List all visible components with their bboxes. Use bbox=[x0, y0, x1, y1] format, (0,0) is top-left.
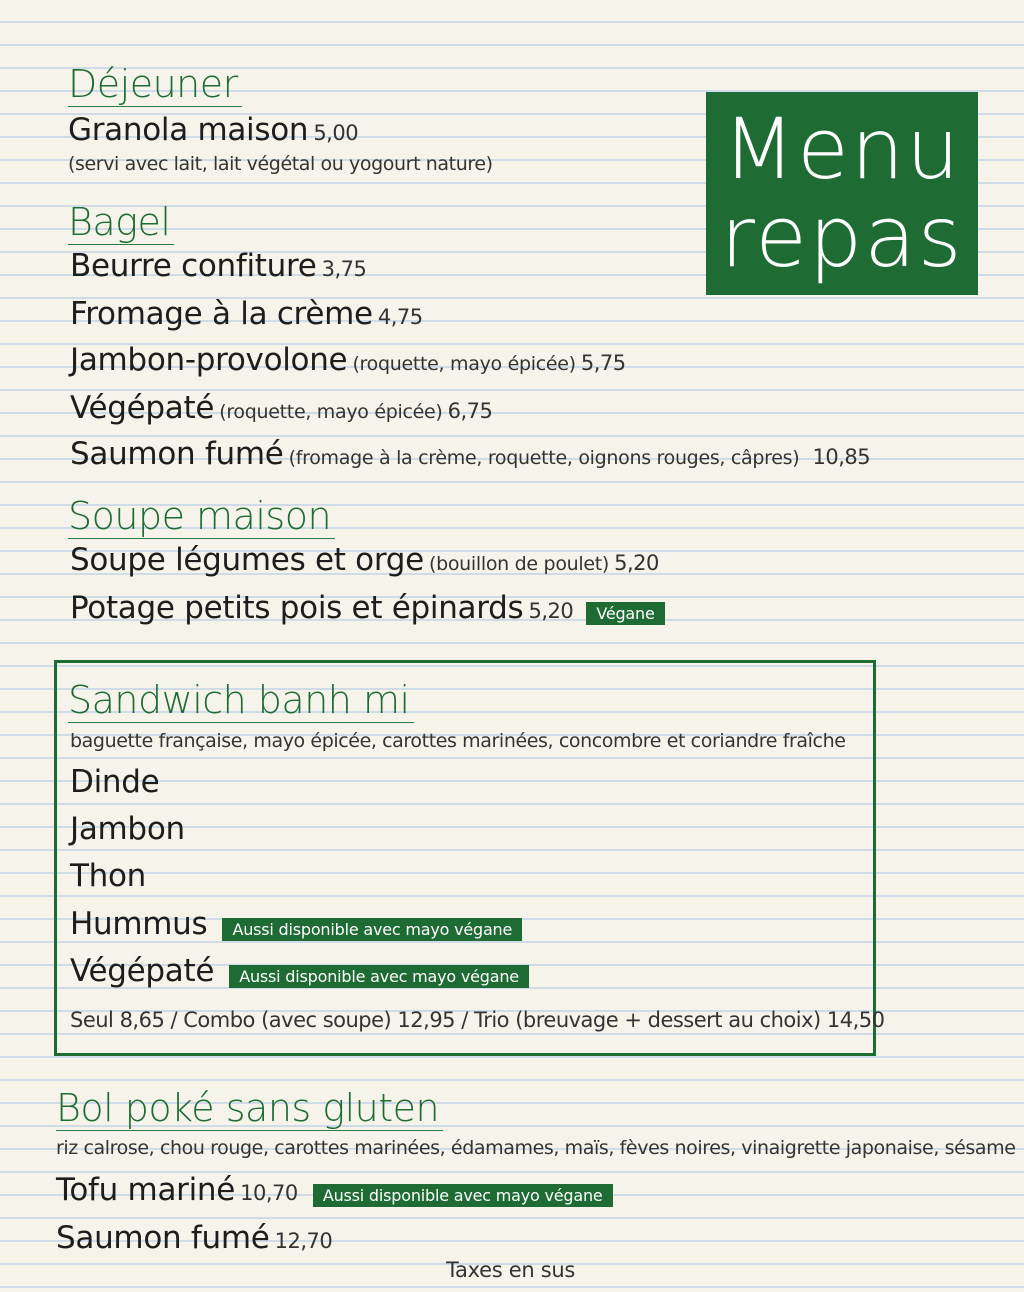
item-name: Tofu mariné bbox=[56, 1172, 236, 1208]
banh-mi-description: baguette française, mayo épicée, carottes marinées, concombre et coriandre fraîche bbox=[70, 730, 846, 752]
item-name: Hummus bbox=[70, 906, 208, 942]
section-title-banh-mi: Sandwich banh mi bbox=[68, 678, 414, 723]
item-price: 10,70 bbox=[240, 1181, 298, 1205]
item-name: Fromage à la crème bbox=[70, 296, 373, 332]
menu-title-line1: Menu bbox=[722, 100, 962, 198]
item-price: 5,20 bbox=[614, 551, 659, 575]
menu-title-line2: repas bbox=[720, 188, 964, 286]
menu-item-tofu-marine bbox=[56, 1172, 613, 1208]
item-detail: (roquette, mayo épicée) bbox=[219, 401, 443, 423]
item-name: Saumon fumé bbox=[70, 436, 284, 472]
menu-item-granola bbox=[68, 112, 358, 148]
menu-item-potage-petits-pois bbox=[70, 590, 665, 626]
vegan-mayo-badge: Aussi disponible avec mayo végane bbox=[222, 918, 522, 941]
section-title-poke: Bol poké sans gluten bbox=[56, 1086, 443, 1131]
menu-item-saumon-fume-poke bbox=[56, 1220, 332, 1256]
item-detail: (bouillon de poulet) bbox=[428, 553, 610, 575]
menu-item-dinde: Dinde bbox=[70, 764, 160, 800]
item-name: Saumon fumé bbox=[56, 1220, 270, 1256]
menu-item-soupe-legumes-orge bbox=[70, 542, 659, 578]
item-name: Végépaté bbox=[70, 390, 215, 426]
item-name: Végépaté bbox=[70, 953, 215, 989]
item-name: Soupe légumes et orge bbox=[70, 542, 424, 578]
menu-item-beurre-confiture bbox=[70, 248, 366, 284]
poke-description: riz calrose, chou rouge, carottes marinées, édamames, maïs, fèves noires, vinaigrette japonaise, sésame bbox=[56, 1137, 1016, 1159]
item-price: 6,75 bbox=[447, 399, 493, 423]
section-title-dejeuner: Déjeuner bbox=[68, 62, 242, 107]
menu-item-fromage-creme bbox=[70, 296, 423, 332]
menu-item-vegepate-banh-mi bbox=[70, 953, 529, 989]
menu-title-box bbox=[706, 92, 978, 295]
menu-item-thon: Thon bbox=[70, 858, 146, 894]
taxes-note: Taxes en sus bbox=[446, 1258, 576, 1282]
item-name: Granola maison bbox=[68, 112, 309, 148]
item-detail: (fromage à la crème, roquette, oignons rouges, câpres) bbox=[288, 447, 800, 469]
menu-item-vegepate-bagel bbox=[70, 390, 492, 426]
item-price: 4,75 bbox=[377, 305, 423, 329]
item-name: Jambon-provolone bbox=[70, 342, 348, 378]
item-price: 10,85 bbox=[812, 445, 871, 469]
vegan-mayo-badge: Aussi disponible avec mayo végane bbox=[313, 1184, 613, 1207]
item-price: 12,70 bbox=[274, 1229, 333, 1253]
item-price: 3,75 bbox=[321, 257, 367, 281]
vegan-badge: Végane bbox=[586, 602, 664, 625]
item-name: Potage petits pois et épinards bbox=[70, 590, 524, 626]
section-title-bagel: Bagel bbox=[68, 200, 174, 245]
menu-item-jambon-provolone bbox=[70, 342, 626, 378]
item-price: 5,75 bbox=[580, 351, 626, 375]
item-price: 5,00 bbox=[313, 121, 359, 145]
item-detail: (roquette, mayo épicée) bbox=[352, 353, 576, 375]
section-title-soupe: Soupe maison bbox=[68, 494, 335, 539]
banh-mi-pricing: Seul 8,65 / Combo (avec soupe) 12,95 / Trio (breuvage + dessert au choix) 14,50 bbox=[70, 1008, 885, 1032]
item-note: (servi avec lait, lait végétal ou yogourt nature) bbox=[68, 153, 493, 175]
menu-item-hummus bbox=[70, 906, 522, 942]
item-price: 5,20 bbox=[528, 599, 574, 623]
menu-item-saumon-fume-bagel bbox=[70, 436, 870, 472]
item-name: Beurre confiture bbox=[70, 248, 317, 284]
menu-item-jambon: Jambon bbox=[70, 811, 185, 847]
vegan-mayo-badge: Aussi disponible avec mayo végane bbox=[229, 965, 529, 988]
